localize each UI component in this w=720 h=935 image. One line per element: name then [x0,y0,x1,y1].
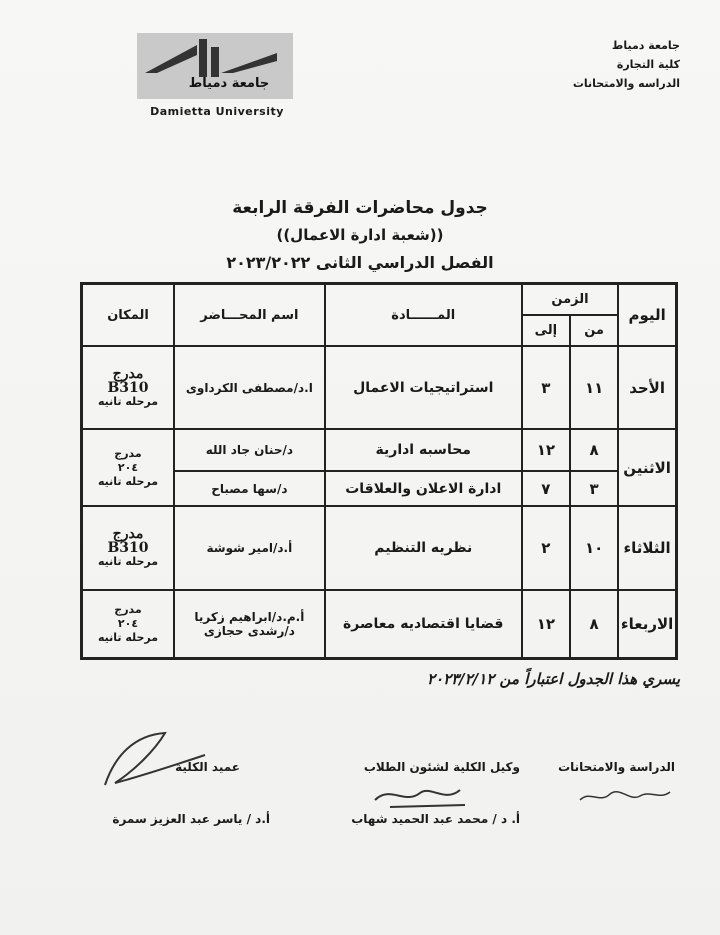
effective-date-note: يسري هذا الجدول اعتباراً من ٢٠٢٣/٢/١٢ [426,670,680,688]
to-cell: ١٢ [522,429,570,471]
place-cell [82,429,175,506]
table-row [82,506,677,589]
from-cell: ٣ [570,471,618,506]
header-lecturer: اسم المحـــاضر [174,284,325,347]
subject-cell: نظريه التنظيم [325,506,522,589]
to-cell: ١٢ [522,590,570,659]
lecturer-cell: د/حنان جاد الله [174,429,325,471]
subject-cell: قضايا اقتصاديه معاصرة [325,590,522,659]
day-cell: الاثنين [618,429,676,506]
header-from: من [570,315,618,346]
day-cell: الاربعاء [618,590,676,659]
place-cell [82,506,175,589]
lecturer-cell: د/سها مصباح [174,471,325,506]
exams-office-signature [575,782,675,812]
header-day: اليوم [618,284,676,347]
place-hall: مدرج [112,365,144,382]
header-subject: المــــــادة [325,284,522,347]
logo-english-text: Damietta University [150,105,284,118]
faculty-header [540,36,680,93]
table-row [82,429,677,471]
subject-cell: ادارة الاعلان والعلاقات [325,471,522,506]
university-logo [137,33,293,118]
vice-dean-signature [370,775,480,815]
to-cell: ٢ [522,506,570,589]
place-stage: مرحله تانيه [97,474,159,488]
place-room: B310 [107,540,149,557]
to-cell: ٣ [522,346,570,429]
place-cell [82,590,175,659]
place-cell [82,346,175,429]
from-cell: ١٠ [570,506,618,589]
place-room: ٢٠٤ [117,460,139,474]
table-row [82,590,677,659]
semester-line: الفصل الدراسي الثانى ٢٠٢٣/٢٠٢٢ [226,253,494,272]
place-hall: مدرج [114,602,142,616]
from-cell: ٨ [570,429,618,471]
lecturer-cell: ا.د/مصطفى الكرداوى [174,346,325,429]
day-cell: الثلاثاء [618,506,676,589]
faculty-name: كلية التجارة [616,58,680,71]
from-cell: ٨ [570,590,618,659]
header-time: الزمن [522,284,618,315]
vice-dean-name: أ. د / محمد عبد الحميد شهاب [351,812,520,826]
lecturer-cell: أ.د/امير شوشة [174,506,325,589]
exams-office-title: الدراسة والامتحانات [558,760,675,774]
header-place: المكان [82,284,175,347]
place-stage: مرحله تانيه [97,555,159,569]
dean-signature [95,725,225,795]
to-cell: ٧ [522,471,570,506]
lecturer-name: أ.م.د/ابراهيم زكريا [194,609,305,624]
schedule-table [80,282,678,660]
logo-arabic-text: جامعة دمياط [188,76,270,91]
day-cell: الأحد [618,346,676,429]
schedule-subtitle: ((شعبة ادارة الاعمال)) [276,226,444,244]
logo-graphic [137,33,293,99]
subject-cell: محاسبه ادارية [325,429,522,471]
table-row [82,346,677,429]
place-room: ٢٠٤ [117,616,139,630]
dean-name: أ.د / ياسر عبد العزيز سمرة [112,812,270,826]
dean-title: عميد الكلية [175,760,240,774]
header-to: إلى [522,315,570,346]
place-hall: مدرج [114,446,142,460]
place-hall: مدرج [112,526,144,543]
place-room: B310 [107,379,149,396]
department-name: الدراسه والامتحانات [572,77,680,90]
schedule-title: جدول محاضرات الفرقة الرابعة [232,198,488,218]
place-stage: مرحله تانيه [97,630,159,644]
from-cell: ١١ [570,346,618,429]
vice-dean-title: وكيل الكلية لشئون الطلاب [363,760,520,774]
lecturer-name-2: د/رشدى حجازى [203,623,295,638]
subject-cell: استراتيجيات الاعمال [325,346,522,429]
place-stage: مرحله تانيه [97,394,159,408]
lecturer-cell [174,590,325,659]
university-name: جامعة دمياط [611,39,680,52]
